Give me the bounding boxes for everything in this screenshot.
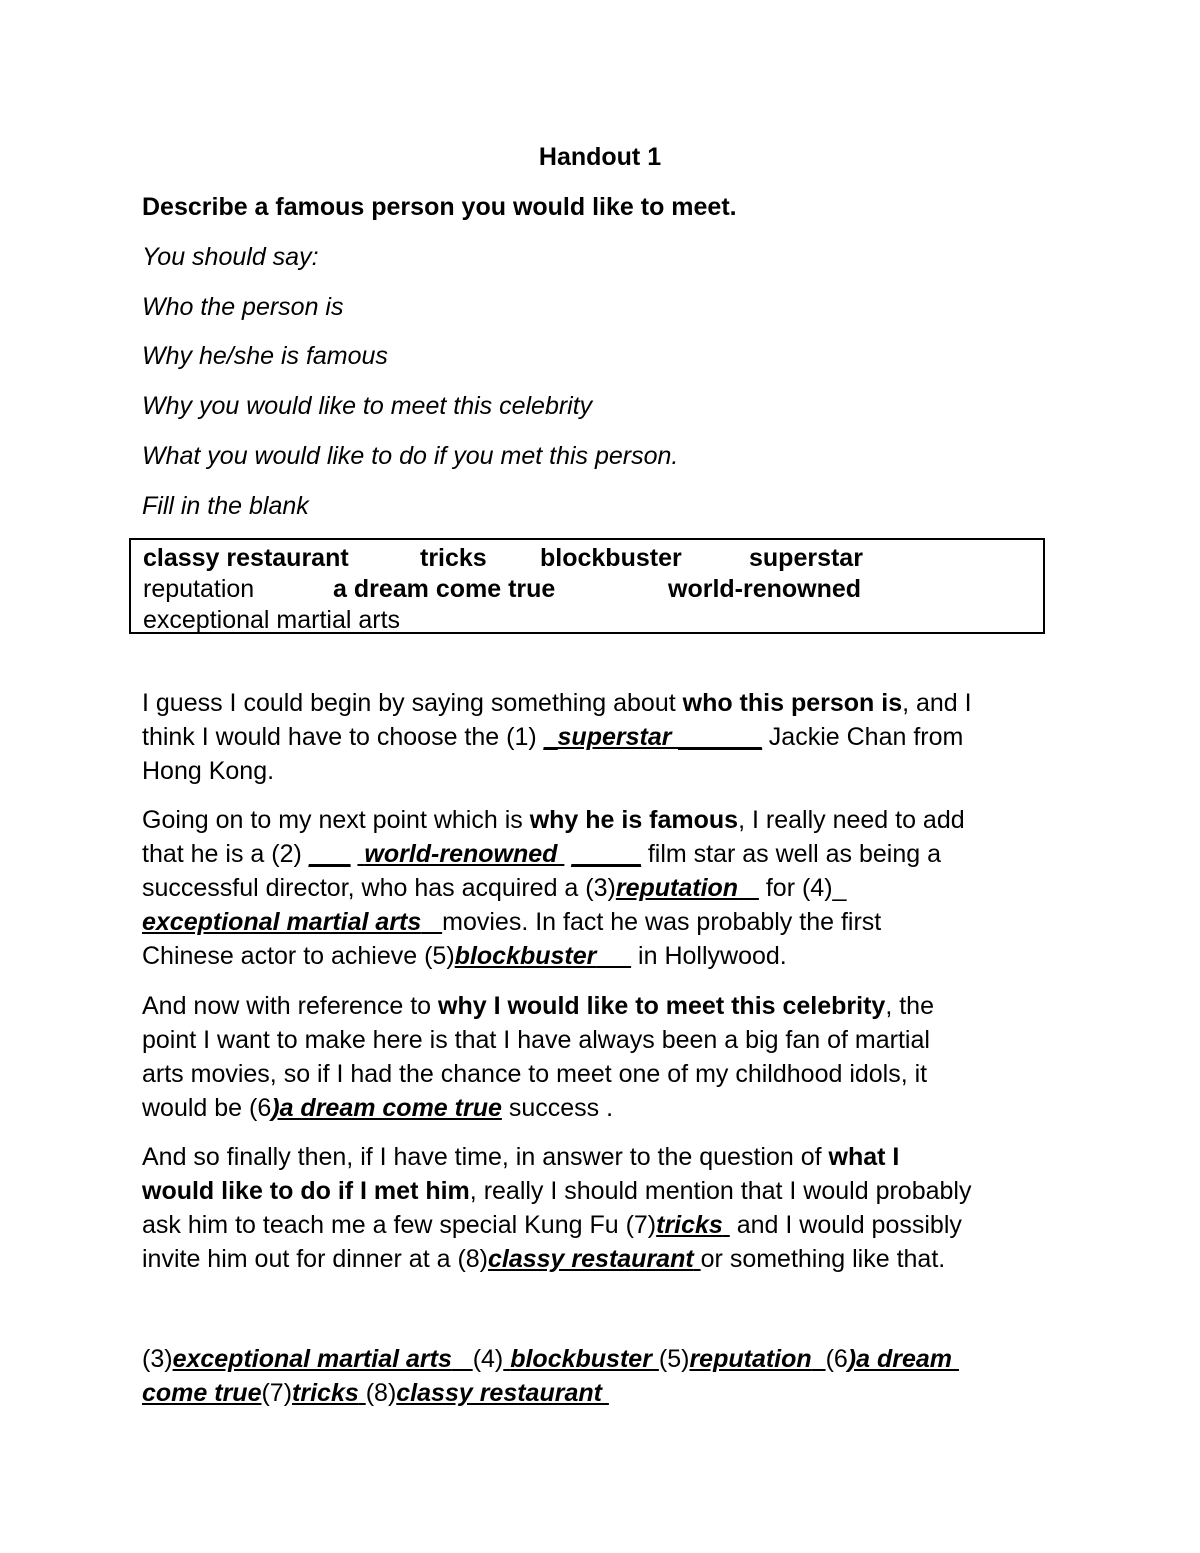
- text-run: Hong Kong.: [142, 757, 275, 785]
- word-reputation: reputation: [143, 575, 255, 603]
- text-run: ___: [308, 840, 351, 868]
- text-run: point I want to make here is that I have always been a big fan of martial: [142, 1026, 930, 1054]
- text-run: reputation: [689, 1345, 812, 1373]
- text-run: And so finally then, if I have time, in answer to the question of: [142, 1143, 829, 1171]
- word-blockbuster: blockbuster: [540, 544, 682, 572]
- text-line: [142, 905, 965, 939]
- prompt-intro: You should say:: [142, 243, 319, 271]
- text-run: think I would have to choose the (1): [142, 723, 544, 751]
- text-run: or something like that.: [700, 1245, 946, 1273]
- text-run: [421, 908, 442, 936]
- text-line: [142, 1057, 934, 1091]
- text-run: would be (6: [142, 1094, 272, 1122]
- text-run: success .: [501, 1094, 614, 1122]
- text-line: [142, 1376, 959, 1410]
- text-run: [602, 1379, 609, 1407]
- word-classy-restaurant: classy restaurant: [143, 544, 349, 572]
- text-run: ask him to teach me a few special Kung Fu (7): [142, 1211, 657, 1239]
- text-run: (8): [365, 1379, 397, 1407]
- text-run: , I really need to add: [738, 806, 965, 834]
- answer-1: superstar: [557, 723, 672, 751]
- paragraph-what-do: [142, 1140, 971, 1276]
- question-heading: Describe a famous person you would like to meet.: [142, 193, 737, 221]
- text-line: [142, 1208, 971, 1242]
- prompt-fill-blank: Fill in the blank: [142, 492, 309, 520]
- text-line: [142, 1140, 971, 1174]
- text-run: (3): [142, 1345, 173, 1373]
- text-run: Chinese actor to achieve (5): [142, 942, 455, 970]
- text-run: invite him out for dinner at a (8): [142, 1245, 488, 1273]
- text-run: , and I: [902, 689, 972, 717]
- text-run: why he is famous: [529, 806, 739, 834]
- answer-8: classy restaurant: [488, 1245, 694, 1273]
- text-run: (6: [825, 1345, 848, 1373]
- text-run: , really I should mention that I would probably: [469, 1177, 972, 1205]
- word-world-renowned: world-renowned: [668, 575, 862, 603]
- prompt-who: Who the person is: [142, 293, 344, 321]
- word-exceptional-martial-arts: exceptional martial arts: [143, 606, 401, 634]
- paragraph-why-meet: [142, 989, 934, 1125]
- text-run: (7): [261, 1379, 293, 1407]
- text-line: [142, 1242, 971, 1276]
- text-line: [142, 1091, 934, 1125]
- answer-7: tricks: [656, 1211, 723, 1239]
- text-run: movies. In fact he was probably the first: [442, 908, 882, 936]
- answer-4: exceptional martial arts: [142, 908, 422, 936]
- text-run: _: [543, 723, 558, 751]
- text-run: tricks: [292, 1379, 359, 1407]
- page-title: Handout 1: [538, 143, 662, 171]
- text-line: [142, 989, 934, 1023]
- text-run: (4): [472, 1345, 504, 1373]
- paragraph-why-famous: [142, 803, 965, 973]
- text-run: who this person is: [682, 689, 903, 717]
- text-run: that he is a (2): [142, 840, 309, 868]
- text-run: [812, 1345, 826, 1373]
- text-run: [694, 1245, 701, 1273]
- text-run: [738, 874, 759, 902]
- text-line: [142, 837, 965, 871]
- answer-summary: [142, 1342, 959, 1410]
- paragraph-who: [142, 686, 972, 788]
- text-run: [596, 942, 631, 970]
- text-run: _: [832, 874, 847, 902]
- text-run: , the: [885, 992, 934, 1020]
- answer-2: world-renowned: [364, 840, 558, 868]
- text-run: _____: [571, 840, 641, 868]
- text-line: [142, 754, 972, 788]
- text-line: [142, 1342, 959, 1376]
- text-run: successful director, who has acquired a (3): [142, 874, 616, 902]
- text-run: [723, 1211, 730, 1239]
- text-run: [452, 1345, 473, 1373]
- text-run: exceptional martial arts: [172, 1345, 452, 1373]
- word-superstar: superstar: [749, 544, 863, 572]
- text-run: Going on to my next point which is: [142, 806, 530, 834]
- answer-5: blockbuster: [454, 942, 597, 970]
- prompt-what-do: What you would like to do if you met this person.: [142, 442, 679, 470]
- text-line: [142, 803, 965, 837]
- answer-3: reputation: [615, 874, 739, 902]
- text-run: [652, 1345, 659, 1373]
- text-run: ______: [671, 723, 762, 751]
- text-run: Jackie Chan from: [761, 723, 964, 751]
- text-run: and I would possibly: [729, 1211, 962, 1239]
- text-run: arts movies, so if I had the chance to meet one of my childhood idols, it: [142, 1060, 928, 1088]
- prompt-why-meet: Why you would like to meet this celebrity: [142, 392, 593, 420]
- text-run: And now with reference to: [142, 992, 438, 1020]
- text-run: classy restaurant: [396, 1379, 602, 1407]
- text-run: would like to do if I met him: [142, 1177, 470, 1205]
- word-box: [129, 538, 1045, 634]
- text-run: )a dream: [847, 1345, 953, 1373]
- prompt-why-famous: Why he/she is famous: [142, 342, 388, 370]
- word-dream-come-true: a dream come true: [333, 575, 556, 603]
- text-line: [142, 939, 965, 973]
- text-run: in Hollywood.: [631, 942, 787, 970]
- text-run: (5): [658, 1345, 690, 1373]
- text-run: come true: [142, 1379, 262, 1407]
- text-run: what I: [828, 1143, 900, 1171]
- text-line: [142, 1023, 934, 1057]
- text-run: I guess I could begin by saying something about: [142, 689, 683, 717]
- text-line: [142, 720, 972, 754]
- text-line: [142, 871, 965, 905]
- text-run: film star as well as being a: [640, 840, 941, 868]
- text-run: why I would like to meet this celebrity: [438, 992, 886, 1020]
- text-run: [952, 1345, 959, 1373]
- word-tricks: tricks: [420, 544, 487, 572]
- answer-6: )a dream come true: [271, 1094, 502, 1122]
- text-run: [359, 1379, 366, 1407]
- text-run: blockbuster: [510, 1345, 652, 1373]
- text-line: [142, 1174, 971, 1208]
- text-run: for (4): [758, 874, 833, 902]
- text-line: [142, 686, 972, 720]
